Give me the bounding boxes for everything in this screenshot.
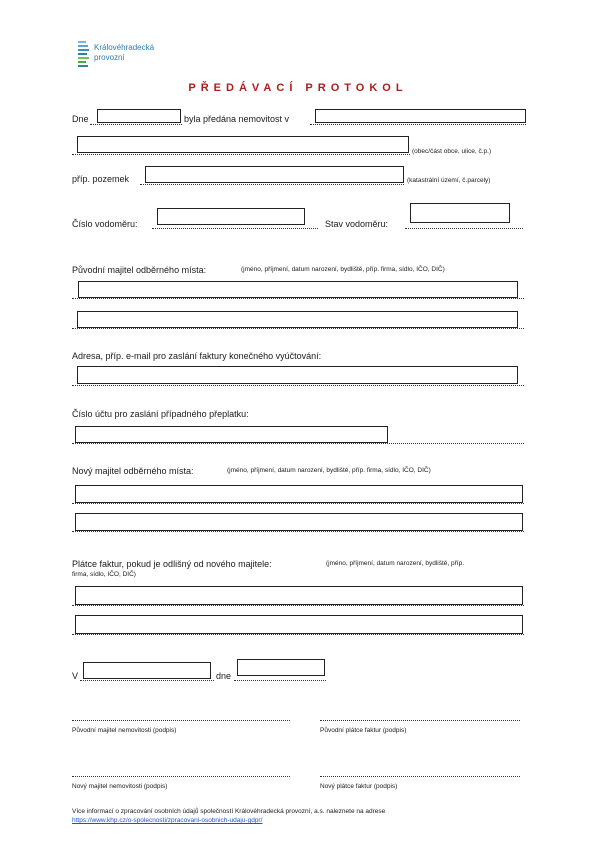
signature-line[interactable] [320, 776, 520, 777]
dots [72, 443, 524, 444]
dots [72, 328, 524, 329]
land-field[interactable] [145, 166, 404, 183]
dots [405, 228, 523, 229]
dots [72, 385, 524, 386]
label-date: dne [216, 671, 232, 681]
dots [72, 605, 524, 606]
dots [90, 124, 182, 125]
dots [234, 680, 326, 681]
meter-number-field[interactable] [157, 208, 305, 225]
signature-line[interactable] [72, 776, 290, 777]
dots [152, 228, 318, 229]
signature-label-new-payer: Nový plátce faktur (podpis) [320, 783, 398, 790]
logo-line2: provozní [94, 53, 125, 62]
label-new-owner: Nový majitel odběrného místa: [72, 466, 194, 476]
new-owner-field-1[interactable] [75, 485, 523, 503]
signature-label-original-payer: Původní plátce faktur (podpis) [320, 727, 407, 734]
payer-hint-1: (jméno, příjmení, datum narození, bydliště, příp. [326, 560, 465, 567]
footer-text: Více informací o zpracování osobních údajů společností Královéhradecká provozní, a.s. naleznete na adrese [72, 808, 386, 815]
label-place: V [72, 671, 79, 681]
original-owner-field-1[interactable] [78, 281, 518, 298]
address-field[interactable] [77, 136, 409, 153]
signature-label-original-owner: Původní majitel nemovitosti (podpis) [72, 727, 177, 734]
label-dne: Dne [72, 114, 89, 124]
logo-bar [78, 45, 88, 47]
logo-bar [78, 61, 86, 63]
original-owner-hint: (jméno, příjmení, datum narození, bydliště, příp. firma, sídlo, IČO, DIČ) [241, 266, 445, 273]
property-location-field[interactable] [315, 109, 526, 123]
label-transferred: byla předána nemovitost v [184, 114, 290, 124]
invoice-address-field[interactable] [77, 366, 518, 384]
account-number-field[interactable] [75, 426, 388, 443]
logo-bar [78, 41, 86, 43]
dots [72, 531, 524, 532]
signature-label-new-owner: Nový majitel nemovitosti (podpis) [72, 783, 168, 790]
payer-field-1[interactable] [75, 586, 523, 605]
dots [72, 298, 524, 299]
signature-line[interactable] [72, 720, 290, 721]
original-owner-field-2[interactable] [77, 311, 518, 328]
logo-bar [78, 53, 87, 55]
label-invoice-address: Adresa, příp. e-mail pro zaslání faktury konečného vyúčtování: [72, 351, 322, 361]
dots [80, 680, 214, 681]
meter-state-field[interactable] [410, 203, 510, 223]
dots [310, 124, 526, 125]
company-logo-text [94, 43, 154, 63]
logo-mark [78, 41, 89, 71]
new-owner-hint: (jméno, příjmení, datum narození, bydliště, příp. firma, sídlo, IČO, DIČ) [227, 467, 431, 474]
payer-hint-2: firma, sídlo, IČO, DIČ) [72, 571, 136, 578]
payer-field-2[interactable] [75, 615, 523, 634]
logo-bar [78, 65, 88, 67]
logo-line1: Královéhradecká [94, 43, 155, 52]
place-field[interactable] [83, 662, 211, 679]
sign-date-field[interactable] [237, 659, 325, 676]
label-land: příp. pozemek [72, 174, 130, 184]
label-original-owner: Původní majitel odběrného místa: [72, 265, 207, 275]
footer-link[interactable]: https://www.khp.cz/o-spolecnosti/zpracovani-osobnich-udaju-gdpr/ [72, 817, 263, 824]
label-account-number: Číslo účtu pro zaslání případného přeplatku: [72, 409, 249, 419]
address-hint: (obec/část obce, ulice, č.p.) [412, 148, 492, 155]
signature-line[interactable] [320, 720, 520, 721]
dots [72, 634, 524, 635]
label-meter-number: Číslo vodoměru: [72, 219, 138, 229]
document-title: PŘEDÁVACÍ PROTOKOL [188, 82, 408, 94]
new-owner-field-2[interactable] [75, 513, 523, 531]
date-field[interactable] [97, 109, 181, 123]
label-payer: Plátce faktur, pokud je odlišný od nového majitele: [72, 559, 272, 569]
dots [140, 184, 404, 185]
logo-bar [78, 57, 89, 59]
land-hint: (katastrální území, č.parcely) [407, 177, 491, 184]
label-meter-state: Stav vodoměru: [325, 219, 389, 229]
logo-bar [78, 49, 89, 51]
dots [72, 154, 410, 155]
dots [72, 503, 524, 504]
